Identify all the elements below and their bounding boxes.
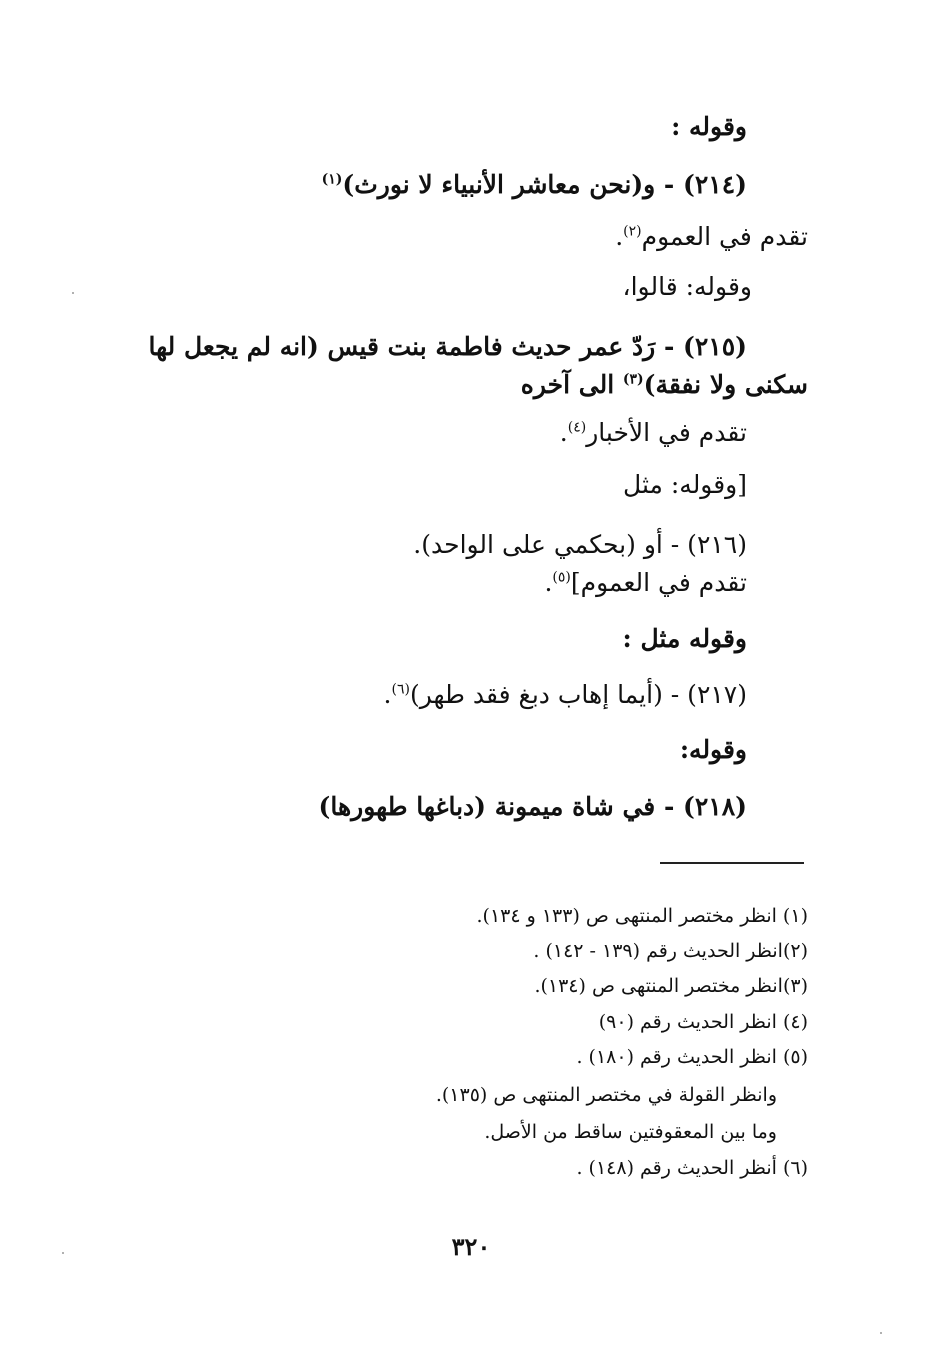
scan-speck xyxy=(880,1332,882,1334)
text-line: (٢١٨) - في شاة ميمونة (دباغها طهورها) xyxy=(318,792,747,821)
footnote: (٢)انظر الحديث رقم (١٣٩ - ١٤٢) . xyxy=(533,940,808,962)
footnote-ref: (١) xyxy=(321,171,343,188)
scan-speck xyxy=(72,292,74,294)
text-line: تقدم في العموم$^{(٢)}$. xyxy=(615,222,808,251)
footnote: وما بين المعقوفتين ساقط من الأصل. xyxy=(484,1121,777,1143)
text-line: (٢١٧) - (أيما إهاب دبغ فقد طهر)$^{(٦)}$. xyxy=(383,680,747,709)
page-number: ٣٢٠ xyxy=(451,1232,491,1261)
footnote-ref: (٦) xyxy=(391,681,410,698)
text-line: وقوله : xyxy=(671,112,747,141)
text-line: (٢١٤) - و(نحن معاشر الأنبياء لا نورث)$^{(١)}$ xyxy=(321,170,747,199)
text-line: وقوله: قالوا، xyxy=(622,272,752,301)
footnote: (٤) انظر الحديث رقم (٩٠) xyxy=(598,1011,808,1033)
footnote: (٣)انظر مختصر المنتهى ص (١٣٤). xyxy=(534,975,808,997)
footnote-ref: (٤) xyxy=(567,419,587,436)
text-line: وقوله: xyxy=(679,735,747,764)
footnote: (٦) أنظر الحديث رقم (١٤٨) . xyxy=(576,1157,808,1179)
footnote-ref: (٣) xyxy=(622,371,644,388)
text-line: [وقوله: مثل xyxy=(623,470,747,499)
text-line: وقوله مثل : xyxy=(622,624,747,653)
text-line: (٢١٦) - أو (بحكمي على الواحد). xyxy=(413,530,747,559)
footnote: (١) انظر مختصر المنتهى ص (١٣٣ و ١٣٤). xyxy=(476,905,808,927)
text-line: تقدم في العموم]$^{(٥)}$. xyxy=(544,568,747,597)
footnote-ref: (٢) xyxy=(623,223,642,240)
scan-speck xyxy=(62,1252,64,1254)
text-line: سكنى ولا نفقة)$^{(٣)}$ الى آخره xyxy=(520,370,808,399)
footnote: (٥) انظر الحديث رقم (١٨٠) . xyxy=(576,1046,808,1068)
text-line: (٢١٥) - رَدّ عمر حديث فاطمة بنت قيس (انه لم يجعل لها xyxy=(148,332,747,361)
footnote-ref: (٥) xyxy=(552,569,571,586)
text-line: تقدم في الأخبار$^{(٤)}$. xyxy=(559,418,747,447)
footnote-separator xyxy=(660,862,804,864)
footnote: وانظر القولة في مختصر المنتهى ص (١٣٥). xyxy=(435,1084,777,1106)
